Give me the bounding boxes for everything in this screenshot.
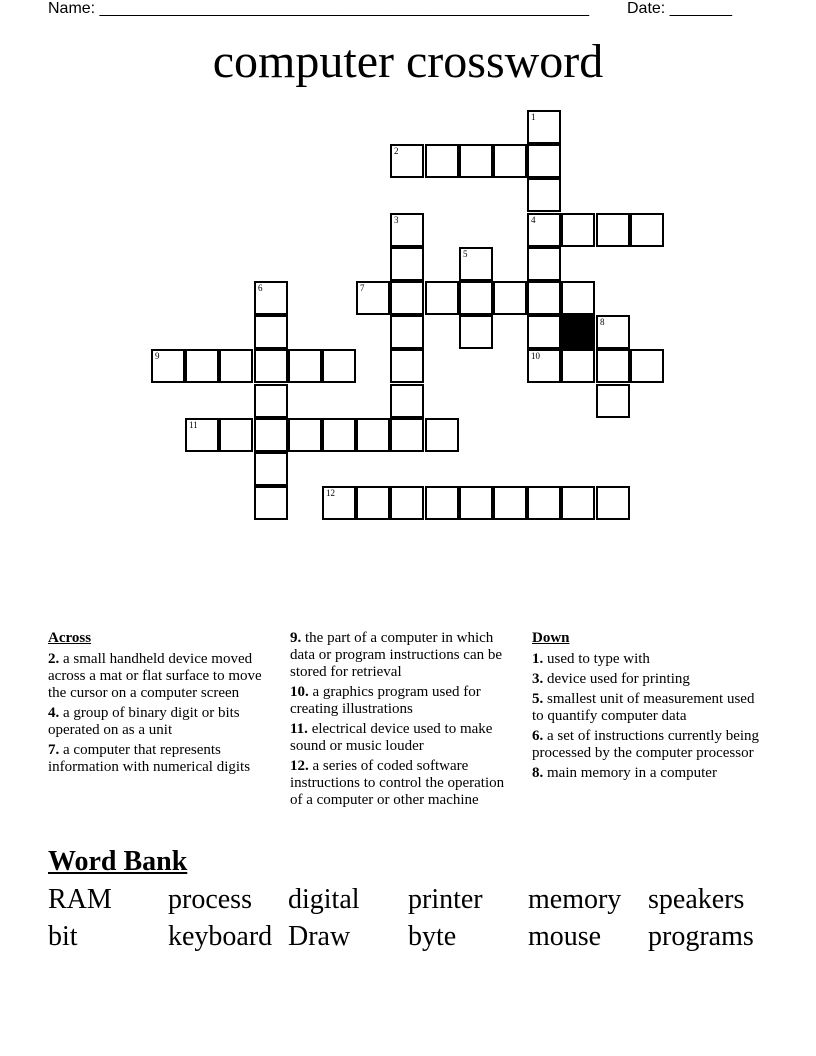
clue-text: a graphics program used for creating illustrations [290,684,481,717]
crossword-cell[interactable] [322,349,356,383]
crossword-cell[interactable] [630,213,664,247]
word-bank-word: process [168,884,252,915]
crossword-cell[interactable] [254,452,288,486]
crossword-cell[interactable] [288,349,322,383]
word-bank-word: keyboard [168,921,273,952]
word-bank-word: mouse [528,921,602,952]
clue-text: a computer that represents information with numerical digits [48,742,251,775]
crossword-cell[interactable] [493,144,527,178]
crossword-cell[interactable] [390,281,424,315]
clue-text: electrical device used to make sound or music louder [290,721,493,754]
crossword-cell[interactable] [254,418,288,452]
word-bank-word: bit [48,921,78,952]
clue-number-label: 1. [532,651,544,667]
crossword-cell[interactable] [425,144,459,178]
crossword-cell[interactable] [390,247,424,281]
crossword-cell[interactable] [527,281,561,315]
clue-number: 5 [463,249,468,259]
down-heading: Down [532,630,570,646]
clue-item [48,651,283,702]
crossword-cell[interactable] [527,213,561,247]
clue-number-label: 10. [290,684,309,700]
crossword-cell[interactable] [288,418,322,452]
clue-number: 1 [531,112,536,122]
date-field-label: Date: _______ [627,0,732,17]
across-heading: Across [48,630,92,646]
across-clues-column-2 [290,630,518,812]
clue-text: a set of instructions currently being processed by the computer processor [532,728,760,761]
clue-text: used to type with [543,651,650,667]
crossword-cell[interactable] [561,486,595,520]
crossword-cell[interactable] [459,144,493,178]
clue-number: 4 [531,215,536,225]
clue-number-label: 11. [290,721,308,737]
clue-item [532,691,762,725]
crossword-cell[interactable] [356,418,390,452]
clue-number-label: 6. [532,728,544,744]
word-bank-word: digital [288,884,360,915]
crossword-cell[interactable] [561,213,595,247]
crossword-cell[interactable] [390,315,424,349]
crossword-cell[interactable] [527,349,561,383]
crossword-cell[interactable] [596,486,630,520]
crossword-cell[interactable] [390,418,424,452]
word-bank-word: memory [528,884,622,915]
crossword-cell[interactable] [219,349,253,383]
crossword-cell[interactable] [493,486,527,520]
clue-number-label: 4. [48,705,60,721]
word-bank-word: RAM [48,884,112,915]
clue-number-label: 12. [290,758,309,774]
clue-number-label: 9. [290,630,302,646]
clue-item [532,728,762,762]
crossword-cell[interactable] [459,247,493,281]
crossword-cell[interactable] [527,486,561,520]
crossword-cell[interactable] [596,349,630,383]
word-bank-word: byte [408,921,457,952]
crossword-cell[interactable] [390,213,424,247]
down-clues-column [532,630,762,785]
clue-text: a group of binary digit or bits operated on as a unit [48,705,240,738]
page-title: computer crossword [212,35,604,88]
crossword-cell[interactable] [356,486,390,520]
crossword-cell[interactable] [527,315,561,349]
crossword-cell[interactable] [459,315,493,349]
word-bank-word: printer [408,884,483,915]
clue-item [290,758,518,809]
word-bank-word: programs [648,921,754,952]
clue-item [48,705,283,739]
clue-number-label: 7. [48,742,60,758]
crossword-cell[interactable] [527,110,561,144]
clue-number-label: 3. [532,671,544,687]
clue-number: 8 [600,317,605,327]
crossword-cell[interactable] [185,349,219,383]
crossword-cell[interactable] [254,281,288,315]
crossword-cell[interactable] [254,486,288,520]
clue-number: 7 [360,283,365,293]
word-bank-title: Word Bank [48,846,188,877]
clue-number: 9 [155,351,160,361]
clue-text: a series of coded software instructions to control the operation of a computer or other machine [290,758,505,808]
crossword-cell[interactable] [151,349,185,383]
clue-number: 3 [394,215,399,225]
crossword-cell[interactable] [390,144,424,178]
clue-number: 10 [531,351,540,361]
crossword-cell[interactable] [425,418,459,452]
crossword-cell[interactable] [254,384,288,418]
crossword-cell[interactable] [322,418,356,452]
crossword-cell[interactable] [561,281,595,315]
clue-item [532,671,762,688]
crossword-cell[interactable] [185,418,219,452]
clue-text: a small handheld device moved across a mat or flat surface to move the cursor on a computer screen [48,651,262,701]
clue-number: 2 [394,146,399,156]
clue-item [290,630,518,681]
clue-text: the part of a computer in which data or program instructions can be stored for retrieval [290,630,503,680]
crossword-cell[interactable] [425,486,459,520]
clue-item [48,742,283,776]
clue-text: main memory in a computer [543,765,717,781]
crossword-cell[interactable] [630,349,664,383]
crossword-cell[interactable] [596,213,630,247]
clue-item [290,684,518,718]
clue-number: 11 [189,420,198,430]
crossword-cell[interactable] [596,384,630,418]
clue-text: smallest unit of measurement used to quantify computer data [532,691,755,724]
clue-number-label: 5. [532,691,544,707]
clue-number: 12 [326,488,335,498]
clue-item [532,651,762,668]
clue-item [290,721,518,755]
crossword-cell[interactable] [390,349,424,383]
crossword-cell[interactable] [527,144,561,178]
crossword-cell[interactable] [219,418,253,452]
crossword-cell[interactable] [425,281,459,315]
crossword-cell[interactable] [493,281,527,315]
clue-number-label: 8. [532,765,544,781]
name-field-label: Name: _______________________________________________________ [48,0,589,17]
word-bank-word: speakers [648,884,745,915]
crossword-cell[interactable] [459,281,493,315]
clue-number: 6 [258,283,263,293]
crossword-cell[interactable] [390,384,424,418]
crossword-cell[interactable] [527,247,561,281]
crossword-cell[interactable] [527,178,561,212]
across-clues-column-1 [48,630,283,779]
clue-number-label: 2. [48,651,60,667]
crossword-cell[interactable] [390,486,424,520]
crossword-cell[interactable] [459,486,493,520]
word-bank-word: Draw [288,921,351,952]
crossword-cell[interactable] [322,486,356,520]
crossword-cell[interactable] [561,349,595,383]
clue-item [532,765,762,782]
crossword-cell[interactable] [254,349,288,383]
crossword-cell[interactable] [356,281,390,315]
crossword-cell[interactable] [596,315,630,349]
crossword-cell[interactable] [254,315,288,349]
crossword-black-cell [561,315,595,349]
clue-text: device used for printing [543,671,690,687]
